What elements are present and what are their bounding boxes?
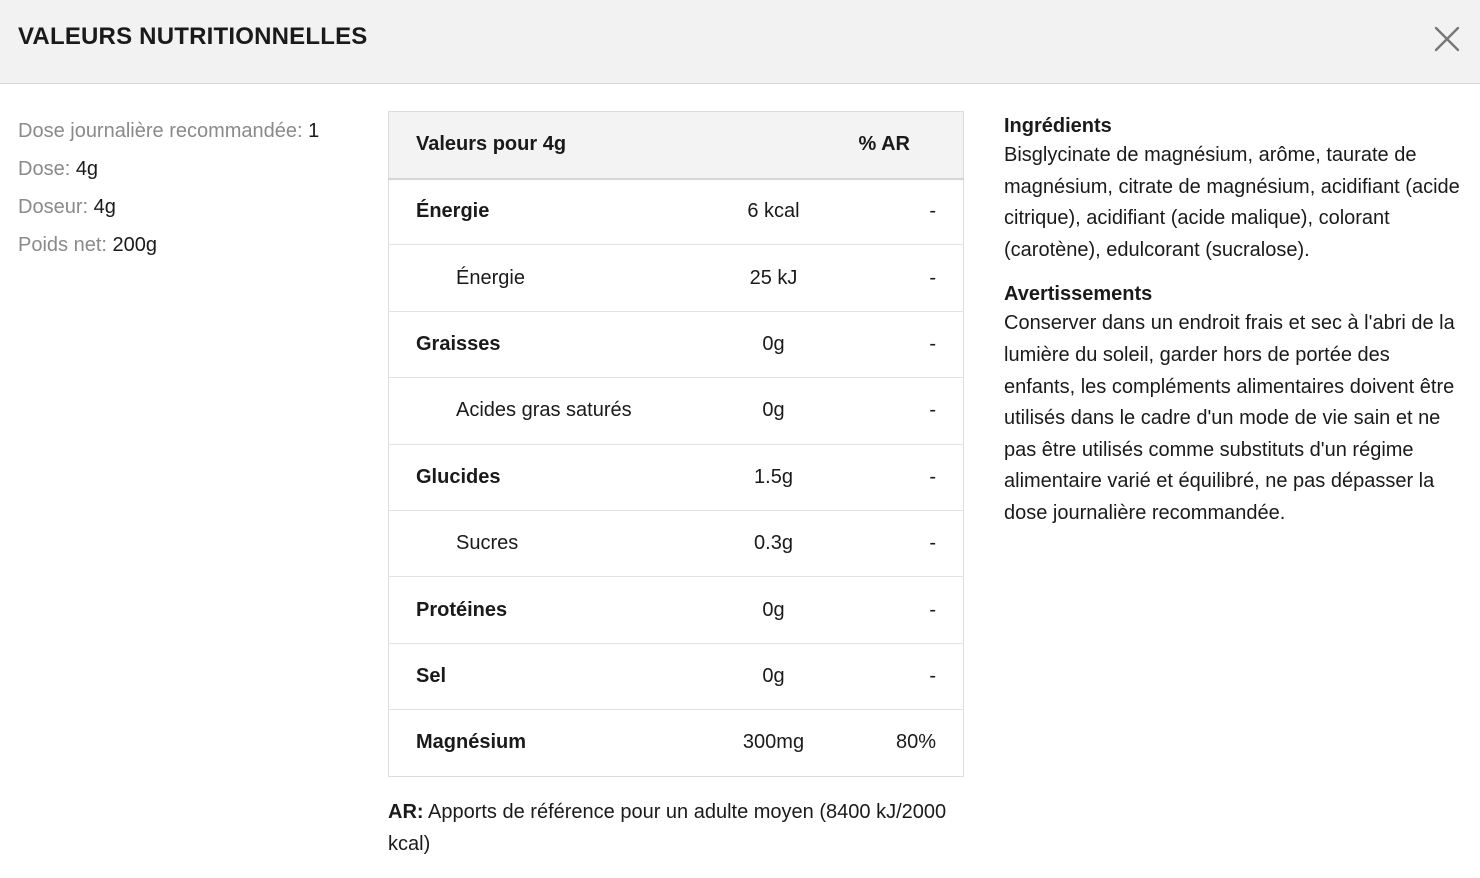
nutrient-name: Sel <box>389 643 689 709</box>
nutrient-name: Sucres <box>389 510 689 576</box>
meta-label: Doseur: <box>18 196 89 218</box>
table-row <box>389 245 964 311</box>
nutrient-value: 0g <box>689 378 859 444</box>
ingredients-text: Bisglycinate de magnésium, arôme, taurate de magnésium, citrate de magnésium, acidifiant (acide citrique), acidifiant (acide malique), colorant (carotène), edulcorant (sucralose). <box>1004 144 1460 261</box>
modal-header <box>0 0 1480 84</box>
header-values-per: Valeurs pour 4g <box>389 112 689 179</box>
nutrient-name: Graisses <box>389 311 689 377</box>
nutrient-ri: - <box>859 179 964 245</box>
meta-label: Dose: <box>18 158 71 180</box>
table-row <box>389 311 964 377</box>
table-row <box>389 510 964 576</box>
nutrient-name: Magnésium <box>389 710 689 776</box>
modal-title: VALEURS NUTRITIONNELLES <box>18 23 368 50</box>
meta-value: 4g <box>75 158 99 180</box>
nutrient-value: 1.5g <box>689 444 859 510</box>
table-row <box>389 577 964 643</box>
nutrient-ri: - <box>859 577 964 643</box>
table-row <box>389 710 964 776</box>
meta-label: Poids net: <box>18 234 107 256</box>
reference-intake-footnote <box>388 796 948 860</box>
product-meta <box>18 112 368 264</box>
meta-scoop <box>18 188 368 226</box>
nutrient-ri: - <box>859 510 964 576</box>
header-value <box>689 112 859 179</box>
nutrient-ri: - <box>859 643 964 709</box>
meta-daily-dose <box>18 112 368 150</box>
nutrient-name: Acides gras saturés <box>389 378 689 444</box>
nutrient-value: 0g <box>689 643 859 709</box>
table-header-row <box>389 112 964 179</box>
nutrient-name: Énergie <box>389 245 689 311</box>
nutrient-value: 0g <box>689 311 859 377</box>
nutrient-ri: 80% <box>859 710 964 776</box>
warnings-text: Conserver dans un endroit frais et sec à l'abri de la lumière du soleil, garder hors de portée des enfants, les compléments alimentaires doivent être utilisés dans le cadre d'un mode de vie sain et ne pas être utilisés comme substituts d'un régime alimentaire varié et équilibré, ne pas dépasser la dose journalière recommandée. <box>1004 312 1455 524</box>
product-info <box>1004 112 1464 544</box>
nutrient-value: 0.3g <box>689 510 859 576</box>
nutrient-name: Énergie <box>389 179 689 245</box>
nutrient-name: Protéines <box>389 577 689 643</box>
table-row <box>389 444 964 510</box>
nutrient-ri: - <box>859 245 964 311</box>
footnote-label: AR: <box>388 801 424 823</box>
table-row <box>389 643 964 709</box>
warnings-heading: Avertissements <box>1004 283 1153 306</box>
meta-net-weight <box>18 226 368 264</box>
meta-value: 200g <box>112 234 158 256</box>
meta-label: Dose journalière recommandée: <box>18 120 303 142</box>
nutrient-name: Glucides <box>389 444 689 510</box>
nutrient-ri: - <box>859 378 964 444</box>
nutrient-value: 0g <box>689 577 859 643</box>
nutrient-value: 300mg <box>689 710 859 776</box>
close-icon <box>1428 20 1466 58</box>
nutrient-ri: - <box>859 311 964 377</box>
header-reference-intake: % AR <box>859 112 964 179</box>
nutrition-table-container <box>388 111 964 777</box>
table-row <box>389 179 964 245</box>
footnote-text: Apports de référence pour un adulte moyen (8400 kJ/2000 kcal) <box>388 801 947 855</box>
nutrient-value: 25 kJ <box>689 245 859 311</box>
close-button[interactable] <box>1428 20 1466 58</box>
ingredients-heading: Ingrédients <box>1004 115 1112 137</box>
meta-value: 1 <box>308 120 320 142</box>
meta-value: 4g <box>93 196 116 218</box>
nutrient-ri: - <box>859 444 964 510</box>
nutrition-table <box>388 111 964 777</box>
table-row <box>389 378 964 444</box>
meta-dose <box>18 150 368 188</box>
nutrient-value: 6 kcal <box>689 179 859 245</box>
